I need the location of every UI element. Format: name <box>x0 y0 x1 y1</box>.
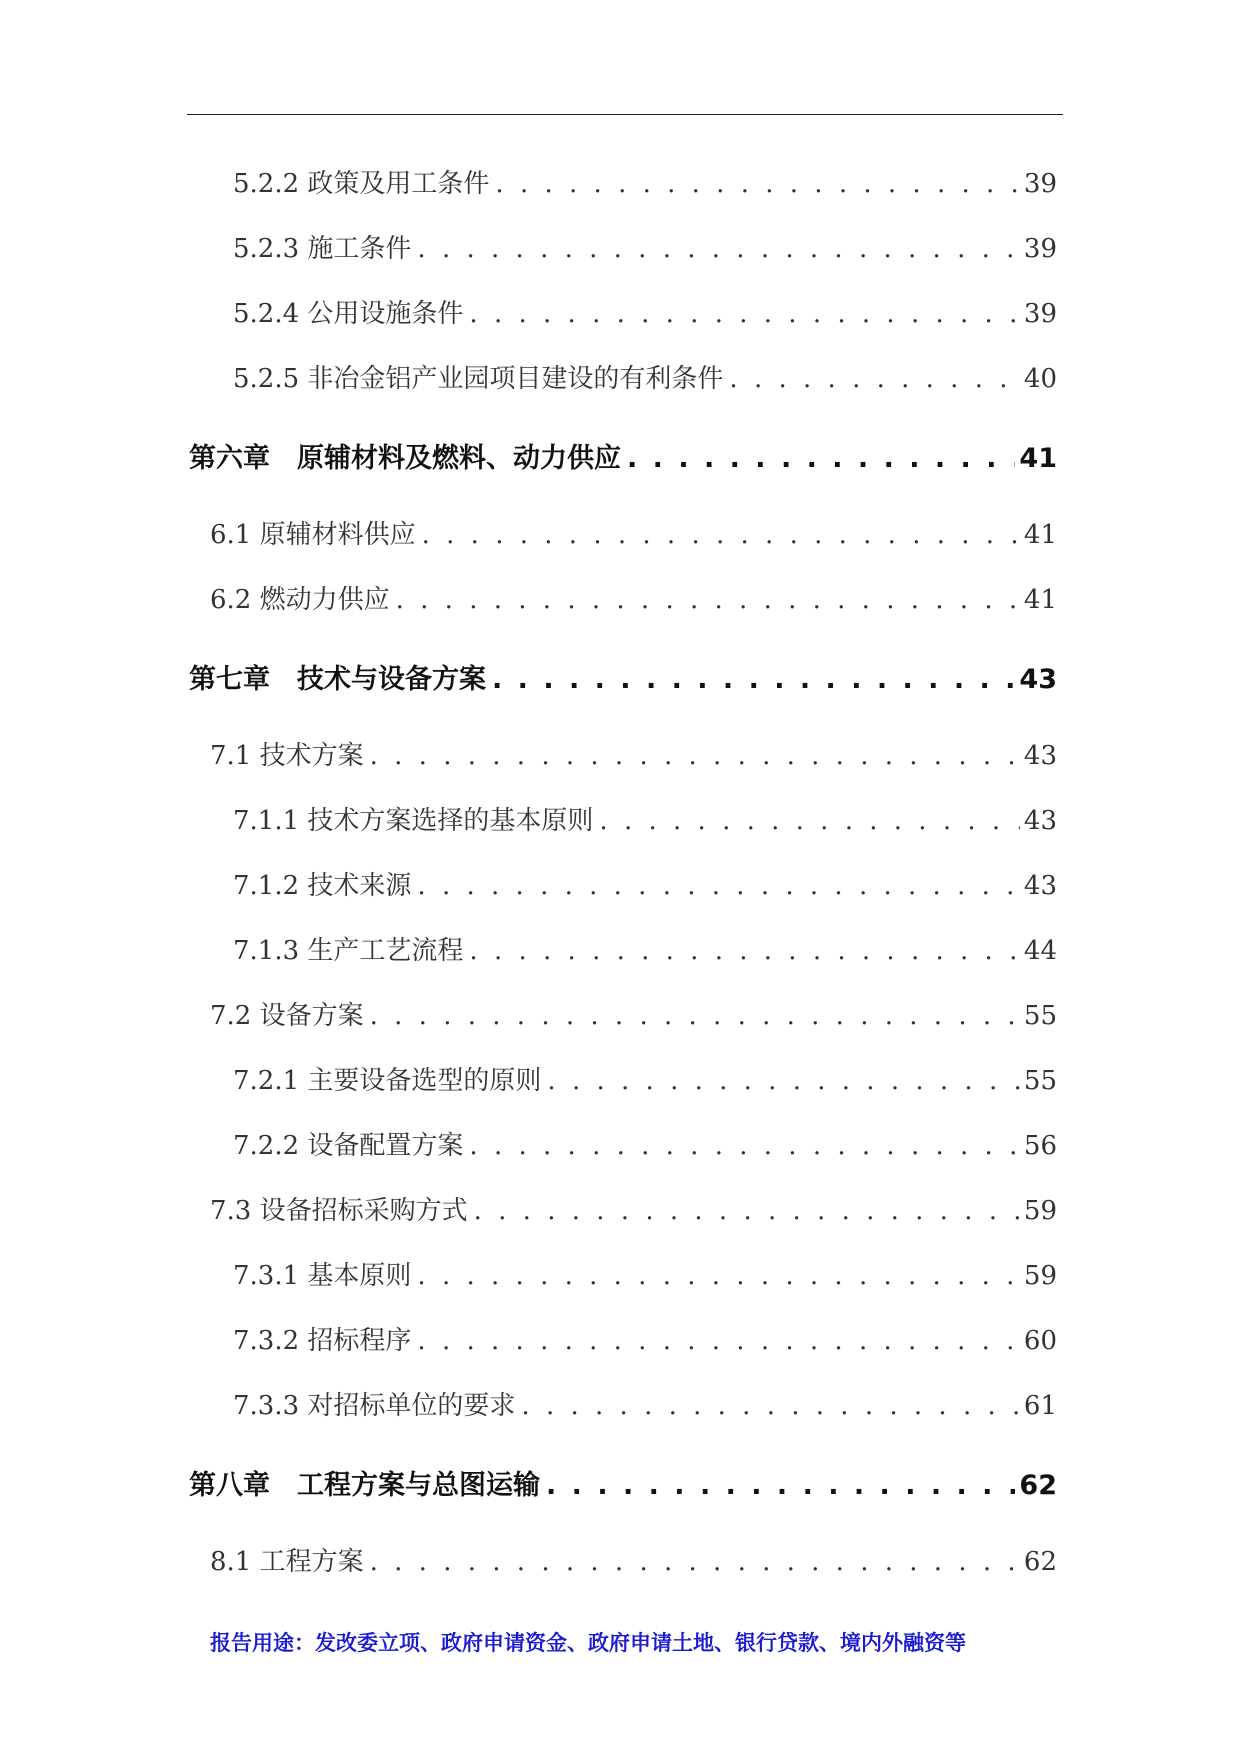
toc-chapter-entry[interactable] <box>189 1463 1057 1502</box>
toc-entry-label: 7.3.1 基本原则 <box>233 1261 412 1291</box>
toc-entry[interactable] <box>233 1060 1057 1097</box>
toc-leader-dots <box>370 1547 1020 1577</box>
toc-entry[interactable] <box>233 163 1057 200</box>
toc-entry-page: 41 <box>1023 585 1057 615</box>
toc-entry[interactable] <box>210 514 1057 551</box>
toc-entry-page: 40 <box>1023 364 1057 394</box>
toc-entry-label: 7.2.2 设备配置方案 <box>233 1131 464 1161</box>
toc-entry[interactable] <box>210 995 1057 1032</box>
toc-leader-dots <box>599 806 1019 836</box>
toc-entry-page: 60 <box>1023 1326 1057 1356</box>
toc-entry-label: 5.2.5 非冶金铝产业园项目建设的有利条件 <box>233 364 724 394</box>
toc-entry-label: 第六章 原辅材料及燃料、动力供应 <box>189 443 621 474</box>
toc-entry[interactable] <box>210 1541 1057 1578</box>
toc-entry-page: 59 <box>1023 1261 1057 1291</box>
toc-entry[interactable] <box>233 1125 1057 1162</box>
toc-entry[interactable] <box>210 1190 1057 1227</box>
toc-leader-dots <box>370 741 1020 771</box>
toc-entry-label: 7.2 设备方案 <box>210 1001 364 1031</box>
toc-entry-label: 6.2 燃动力供应 <box>210 585 390 615</box>
toc-entry[interactable] <box>210 579 1057 616</box>
toc-leader-dots <box>469 1131 1019 1161</box>
toc-leader-dots <box>547 1066 1019 1096</box>
toc-leader-dots <box>492 664 1015 695</box>
toc-entry-page: 55 <box>1023 1001 1057 1031</box>
toc-entry[interactable] <box>233 293 1057 330</box>
toc-chapter-entry[interactable] <box>189 436 1057 475</box>
toc-entry-page: 39 <box>1023 169 1057 199</box>
toc-entry-label: 7.3 设备招标采购方式 <box>210 1196 468 1226</box>
toc-entry-label: 7.3.3 对招标单位的要求 <box>233 1391 516 1421</box>
toc-chapter-entry[interactable] <box>189 657 1057 696</box>
toc-entry-page: 43 <box>1019 664 1057 695</box>
toc-entry[interactable] <box>233 1320 1057 1357</box>
toc-entry-page: 61 <box>1023 1391 1057 1421</box>
toc-leader-dots <box>417 871 1019 901</box>
toc-entry[interactable] <box>233 228 1057 265</box>
toc-entry-label: 5.2.4 公用设施条件 <box>233 299 464 329</box>
toc-leader-dots <box>370 1001 1020 1031</box>
toc-entry-label: 5.2.2 政策及用工条件 <box>233 169 490 199</box>
toc-entry-page: 43 <box>1023 741 1057 771</box>
report-purpose-footer: 报告用途：发改委立项、政府申请资金、政府申请土地、银行贷款、境内外融资等 <box>210 1631 966 1655</box>
toc-entry-label: 7.1.3 生产工艺流程 <box>233 936 464 966</box>
toc-leader-dots <box>627 443 1015 474</box>
toc-leader-dots <box>417 234 1019 264</box>
toc-entry[interactable] <box>233 1385 1057 1422</box>
header-rule <box>187 114 1063 115</box>
toc-entry[interactable] <box>233 1255 1057 1292</box>
toc-entry-label: 7.1.2 技术来源 <box>233 871 412 901</box>
toc-entry[interactable] <box>233 930 1057 967</box>
toc-entry-page: 41 <box>1023 520 1057 550</box>
toc-entry[interactable] <box>233 800 1057 837</box>
toc-entry-page: 39 <box>1023 234 1057 264</box>
toc-entry-page: 44 <box>1023 936 1057 966</box>
toc-entry-page: 41 <box>1019 443 1057 474</box>
toc-entry-label: 7.1.1 技术方案选择的基本原则 <box>233 806 594 836</box>
toc-leader-dots <box>469 299 1019 329</box>
toc-entry-page: 39 <box>1023 299 1057 329</box>
toc-leader-dots <box>546 1470 1015 1501</box>
toc-entry-page: 59 <box>1023 1196 1057 1226</box>
toc-entry-page: 55 <box>1023 1066 1057 1096</box>
toc-entry[interactable] <box>210 735 1057 772</box>
toc-entry-page: 62 <box>1023 1547 1057 1577</box>
toc-entry[interactable] <box>233 865 1057 902</box>
toc-leader-dots <box>469 936 1019 966</box>
toc-entry-label: 第七章 技术与设备方案 <box>189 664 486 695</box>
toc-leader-dots <box>417 1261 1019 1291</box>
toc-entry-page: 56 <box>1023 1131 1057 1161</box>
toc-entry-label: 7.1 技术方案 <box>210 741 364 771</box>
toc-entry-label: 7.2.1 主要设备选型的原则 <box>233 1066 542 1096</box>
toc-entry-label: 8.1 工程方案 <box>210 1547 364 1577</box>
toc-entry-label: 第八章 工程方案与总图运输 <box>189 1470 540 1501</box>
toc-leader-dots <box>422 520 1020 550</box>
toc-entry-label: 6.1 原辅材料供应 <box>210 520 416 550</box>
toc-entry-label: 7.3.2 招标程序 <box>233 1326 412 1356</box>
toc-entry-page: 43 <box>1023 871 1057 901</box>
toc-leader-dots <box>521 1391 1019 1421</box>
toc-entry[interactable] <box>233 358 1057 395</box>
toc-leader-dots <box>729 364 1019 394</box>
toc-leader-dots <box>474 1196 1020 1226</box>
toc-leader-dots <box>495 169 1019 199</box>
toc-entry-page: 43 <box>1023 806 1057 836</box>
toc-entry-page: 62 <box>1019 1470 1057 1501</box>
toc-leader-dots <box>396 585 1020 615</box>
toc-leader-dots <box>417 1326 1019 1356</box>
toc-entry-label: 5.2.3 施工条件 <box>233 234 412 264</box>
